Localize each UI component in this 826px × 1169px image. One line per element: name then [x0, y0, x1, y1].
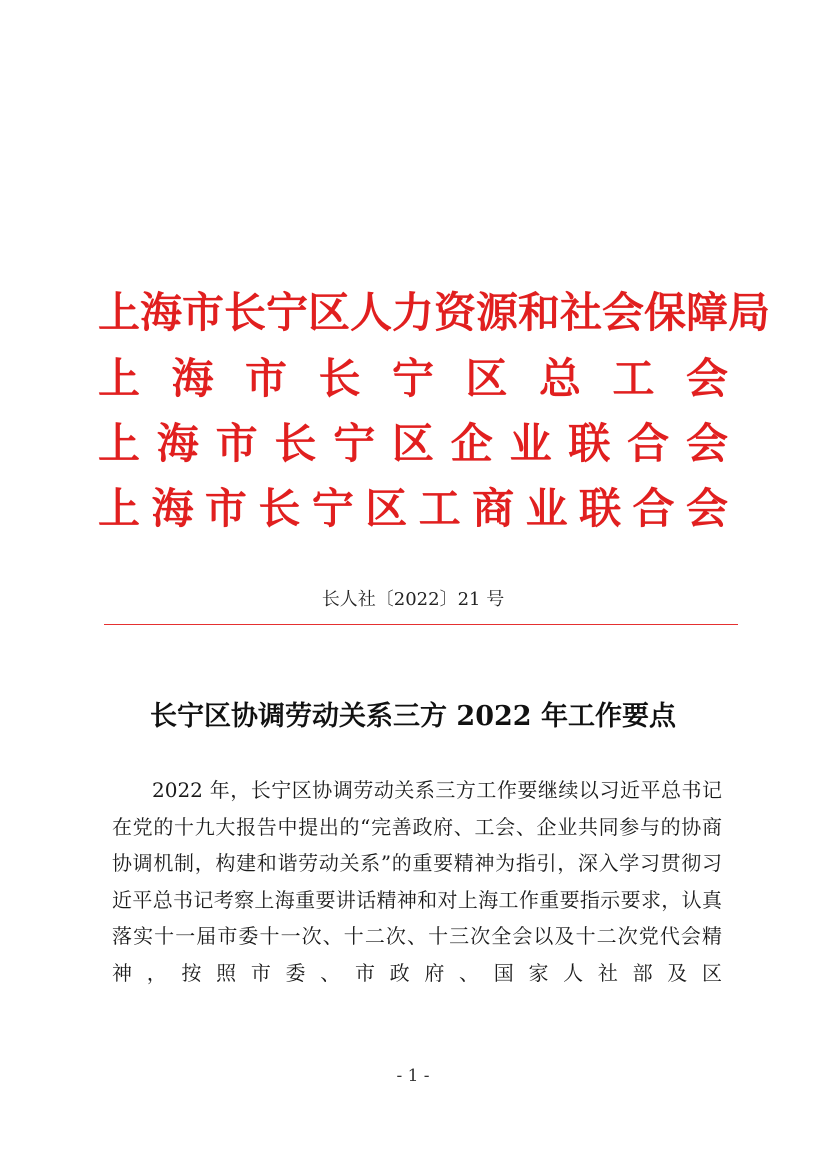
document-title: 长宁区协调劳动关系三方 2022 年工作要点 [150, 701, 676, 732]
body-paragraph: 2022 年，长宁区协调劳动关系三方工作要继续以习近平总书记在党的十九大报告中提出的“完善政府、工会、企业共同参与的协商协调机制，构建和谐劳动关系”的重要精神为指引，深入学习贯彻习近平总书记考察上海重要讲话精神和对上海工作重要指示要求，认真落实十一届市委十一次、十二次、十三次全会以及十二次党代会精神，按照市委、市政府、国家人社部及区 [112, 778, 722, 985]
authority-name-2: 上海市长宁区总工会 [98, 354, 728, 403]
authority-name-1: 上海市长宁区人力资源和社会保障局 [98, 288, 771, 337]
red-divider-line [104, 624, 738, 625]
document-number: 长人社〔2022〕21 号 [321, 589, 505, 610]
authority-name-3: 上海市长宁区企业联合会 [98, 419, 728, 468]
authority-name-4: 上海市长宁区工商业联合会 [98, 484, 728, 533]
document-body [112, 772, 722, 991]
page-number: - 1 - [396, 1066, 430, 1086]
